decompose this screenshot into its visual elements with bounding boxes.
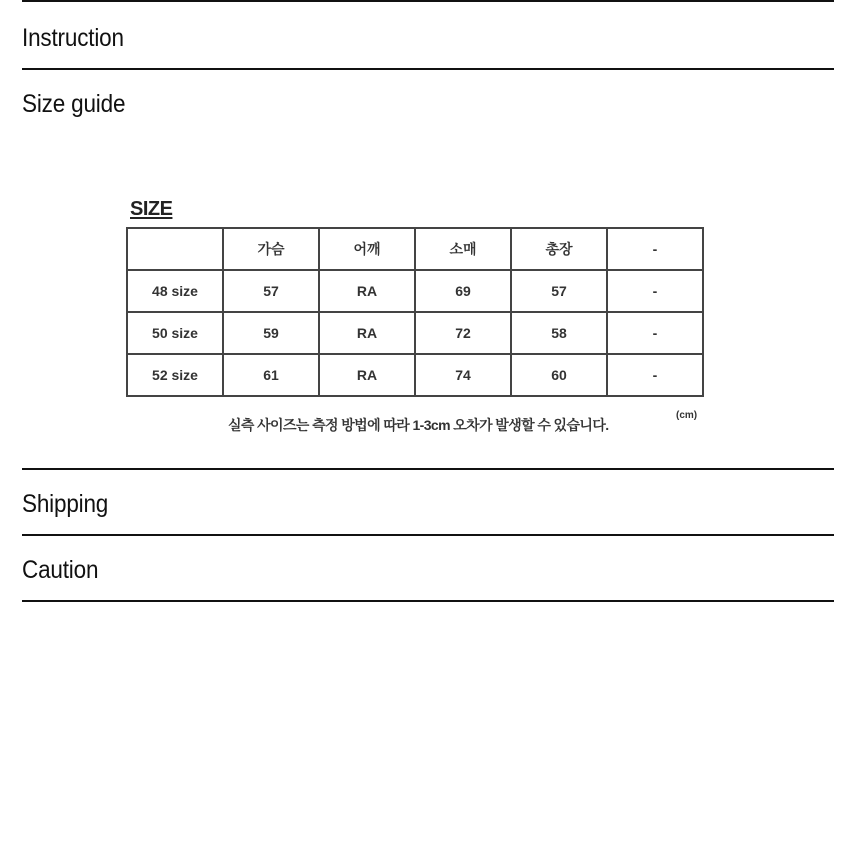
size-guide-body <box>22 134 834 468</box>
size-table-cell: 57 <box>223 270 319 312</box>
size-table-cell: RA <box>319 354 415 396</box>
size-table-header-cell: 가슴 <box>223 228 319 270</box>
size-guide-section <box>22 68 834 470</box>
size-unit: (cm) <box>676 410 698 421</box>
size-table-header-cell: 어깨 <box>319 228 415 270</box>
size-table-row-label: 48 size <box>127 270 223 312</box>
size-table-cell: 74 <box>415 354 511 396</box>
instruction-section <box>22 2 834 70</box>
instruction-header[interactable]: Instruction <box>22 24 124 52</box>
shipping-section <box>22 468 834 536</box>
size-table-header-row <box>127 228 703 270</box>
size-table-header-cell: 총장 <box>511 228 607 270</box>
size-chart-title: SIZE <box>130 198 173 220</box>
size-table-cell: RA <box>319 312 415 354</box>
size-table-cell: 60 <box>511 354 607 396</box>
size-table-cell: 61 <box>223 354 319 396</box>
size-table-cell: - <box>607 312 703 354</box>
caution-divider <box>22 600 834 602</box>
size-table-cell: 59 <box>223 312 319 354</box>
size-table-row <box>127 270 703 312</box>
size-chart <box>126 198 706 468</box>
size-table-cell: 57 <box>511 270 607 312</box>
size-table-cell: 69 <box>415 270 511 312</box>
size-table-row-label: 52 size <box>127 354 223 396</box>
size-table-cell: 58 <box>511 312 607 354</box>
size-table-row <box>127 312 703 354</box>
caution-section <box>22 534 834 602</box>
shipping-header[interactable]: Shipping <box>22 490 109 518</box>
size-table-cell: 72 <box>415 312 511 354</box>
size-table <box>126 227 704 397</box>
size-table-cell: - <box>607 354 703 396</box>
size-guide-header[interactable]: Size guide <box>22 90 126 118</box>
size-table-header-cell <box>127 228 223 270</box>
size-table-header-cell: 소매 <box>415 228 511 270</box>
size-table-header-cell: - <box>607 228 703 270</box>
size-table-cell: - <box>607 270 703 312</box>
caution-header[interactable]: Caution <box>22 556 99 584</box>
size-table-cell: RA <box>319 270 415 312</box>
size-note: 실측 사이즈는 측정 방법에 따라 1-3cm 오차가 발생할 수 있습니다. <box>228 417 609 433</box>
size-table-row-label: 50 size <box>127 312 223 354</box>
size-table-row <box>127 354 703 396</box>
